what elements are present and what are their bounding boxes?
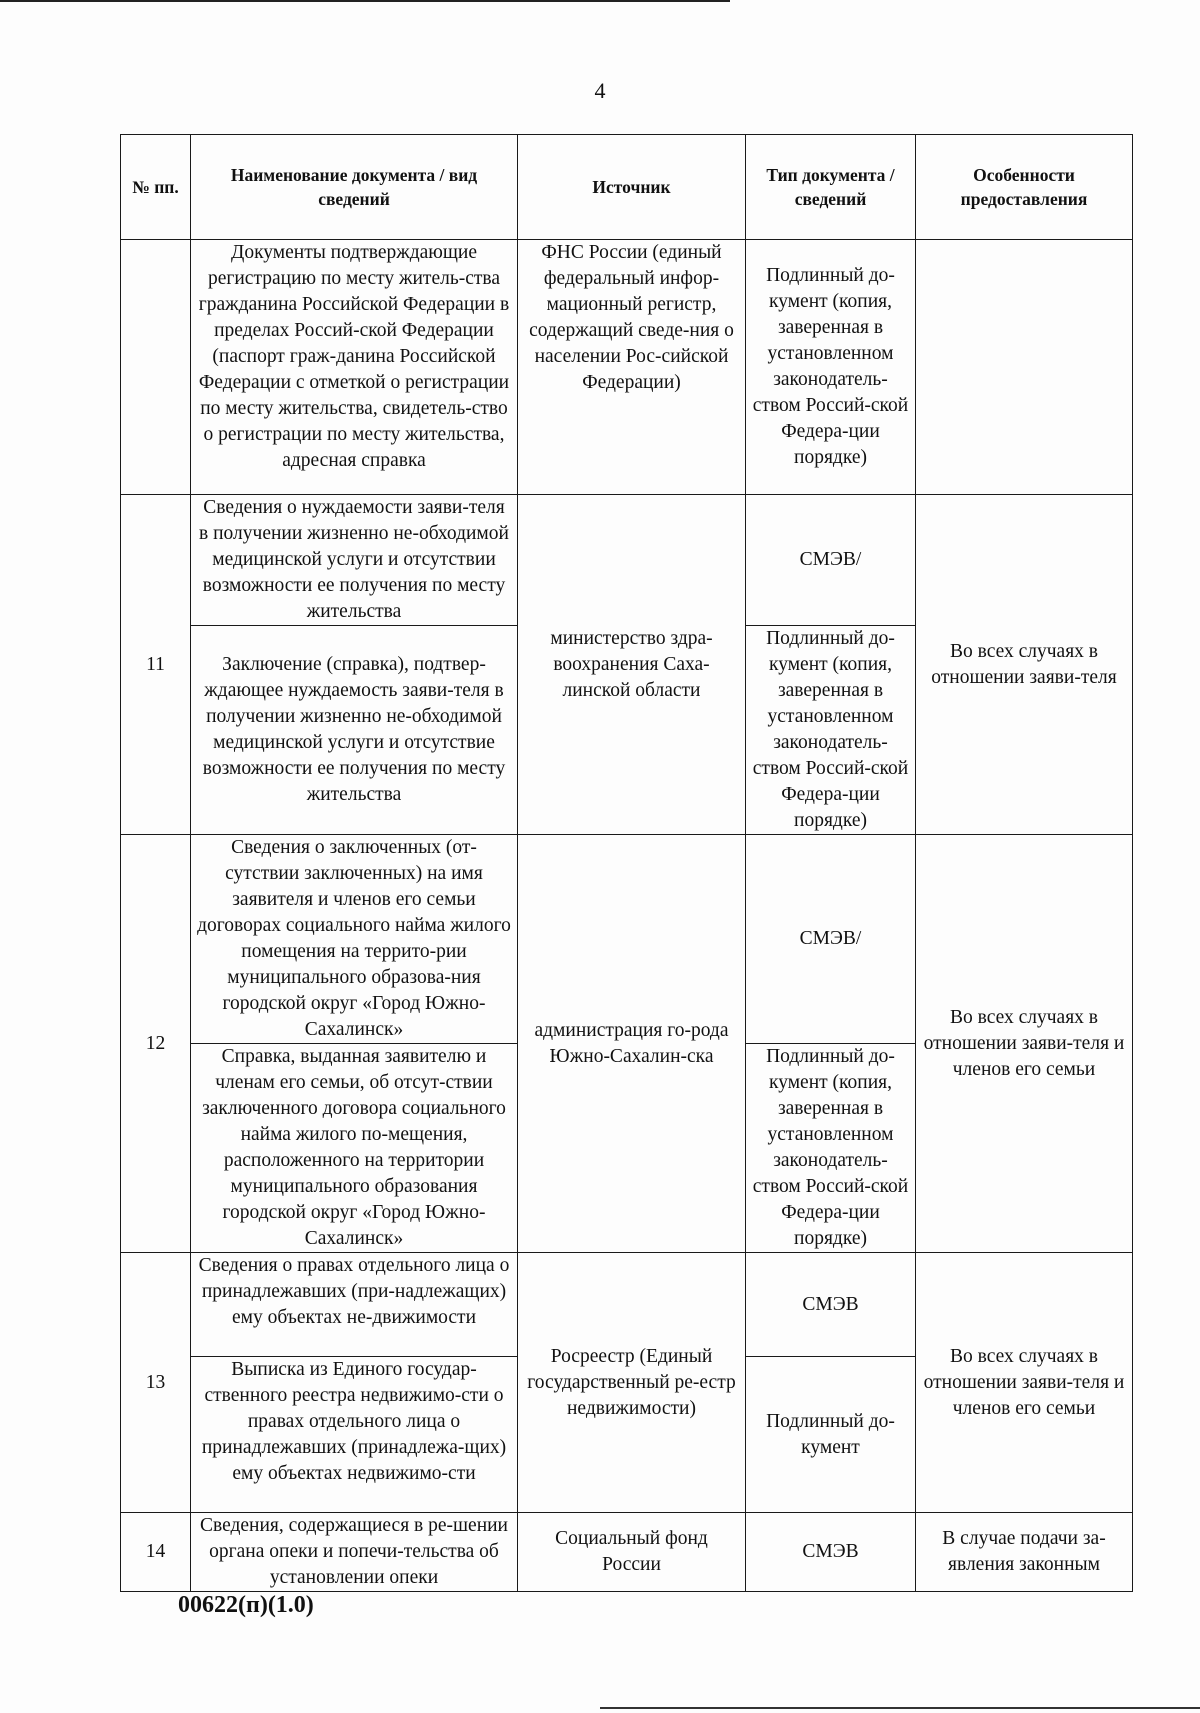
row-num: 11 (121, 495, 191, 835)
row-source: министерство здра-воохранения Саха-линской области (518, 495, 746, 835)
table-row (121, 495, 1133, 626)
header-source: Источник (518, 135, 746, 240)
row-type: СМЭВ/ (746, 835, 916, 1044)
table-row (121, 1513, 1133, 1592)
row-name: Справка, выданная заявителю и членам его семьи, об отсут-ствии заключенного договора социального найма жилого по-мещения, расположенного на территории муниципального образования городской округ «Город Южно-Сахалинск» (191, 1044, 518, 1253)
row-features: Во всех случаях в отношении заяви-теля и членов его семьи (916, 1253, 1133, 1513)
row-num: 13 (121, 1253, 191, 1513)
header-num: № пп. (121, 135, 191, 240)
row-type: СМЭВ (746, 1253, 916, 1357)
row-name: Сведения о нуждаемости заяви-теля в получении жизненно не-обходимой медицинской услуги и отсутствии возможности ее получения по месту жительства (191, 495, 518, 626)
table-row (121, 1253, 1133, 1357)
row-features (916, 240, 1133, 495)
row-name: Заключение (справка), подтвер-ждающее нуждаемость заяви-теля в получении жизненно не-обходимой медицинской услуги и отсутствие возможности ее получения по месту жительства (191, 626, 518, 835)
top-rule (0, 0, 730, 2)
row-name: Сведения, содержащиеся в ре-шении органа опеки и попечи-тельства об установлении опеки (191, 1513, 518, 1592)
row-source: Росреестр (Единый государственный ре-естр недвижимости) (518, 1253, 746, 1513)
row-name: Документы подтверждающие регистрацию по месту житель-ства гражданина Российской Федерации в пределах Россий-ской Федерации (паспорт граж-данина Российской Федерации с отметкой о регистрации по месту жительства, свидетель-ство о регистрации по месту жительства, адресная справка (191, 240, 518, 495)
row-name: Выписка из Единого государ-ственного реестра недвижимо-сти о правах отдельного лица о принадлежавших (принадлежа-щих) ему объектах недвижимо-сти (191, 1357, 518, 1513)
row-type: СМЭВ/ (746, 495, 916, 626)
row-features: Во всех случаях в отношении заяви-теля и членов его семьи (916, 835, 1133, 1253)
row-num (121, 240, 191, 495)
row-source: ФНС России (единый федеральный инфор-мационный регистр, содержащий сведе-ния о населении Рос-сийской Федерации) (518, 240, 746, 495)
documents-table (120, 134, 1133, 1592)
row-features: Во всех случаях в отношении заяви-теля (916, 495, 1133, 835)
bottom-rule (600, 1707, 1200, 1709)
row-type: Подлинный до-кумент (копия, заверенная в установленном законодатель-ством Россий-ской Федера-ции порядке) (746, 626, 916, 835)
row-name: Сведения о правах отдельного лица о принадлежавших (при-надлежащих) ему объектах не-движимости (191, 1253, 518, 1357)
row-type: Подлинный до-кумент (копия, заверенная в установленном законодатель-ством Россий-ской Федера-ции порядке) (746, 240, 916, 495)
page-number: 4 (594, 78, 606, 103)
row-source: Социальный фонд России (518, 1513, 746, 1592)
row-name: Сведения о заключенных (от-сутствии заключенных) на имя заявителя и членов его семьи договорах социального найма жилого помещения на террито-рии муниципального образова-ния городской округ «Город Южно-Сахалинск» (191, 835, 518, 1044)
table-row (121, 240, 1133, 495)
header-features: Особенности предоставления (916, 135, 1133, 240)
header-type: Тип документа / сведений (746, 135, 916, 240)
table-header-row (121, 135, 1133, 240)
row-features: В случае подачи за-явления законным (916, 1513, 1133, 1592)
row-type: СМЭВ (746, 1513, 916, 1592)
document-code: 00622(п)(1.0) (178, 1592, 314, 1618)
row-type: Подлинный до-кумент (копия, заверенная в установленном законодатель-ством Россий-ской Федера-ции порядке) (746, 1044, 916, 1253)
row-type: Подлинный до-кумент (746, 1357, 916, 1513)
row-num: 14 (121, 1513, 191, 1592)
header-name: Наименование документа / вид сведений (191, 135, 518, 240)
table-row (121, 835, 1133, 1044)
row-num: 12 (121, 835, 191, 1253)
row-source: администрация го-рода Южно-Сахалин-ска (518, 835, 746, 1253)
